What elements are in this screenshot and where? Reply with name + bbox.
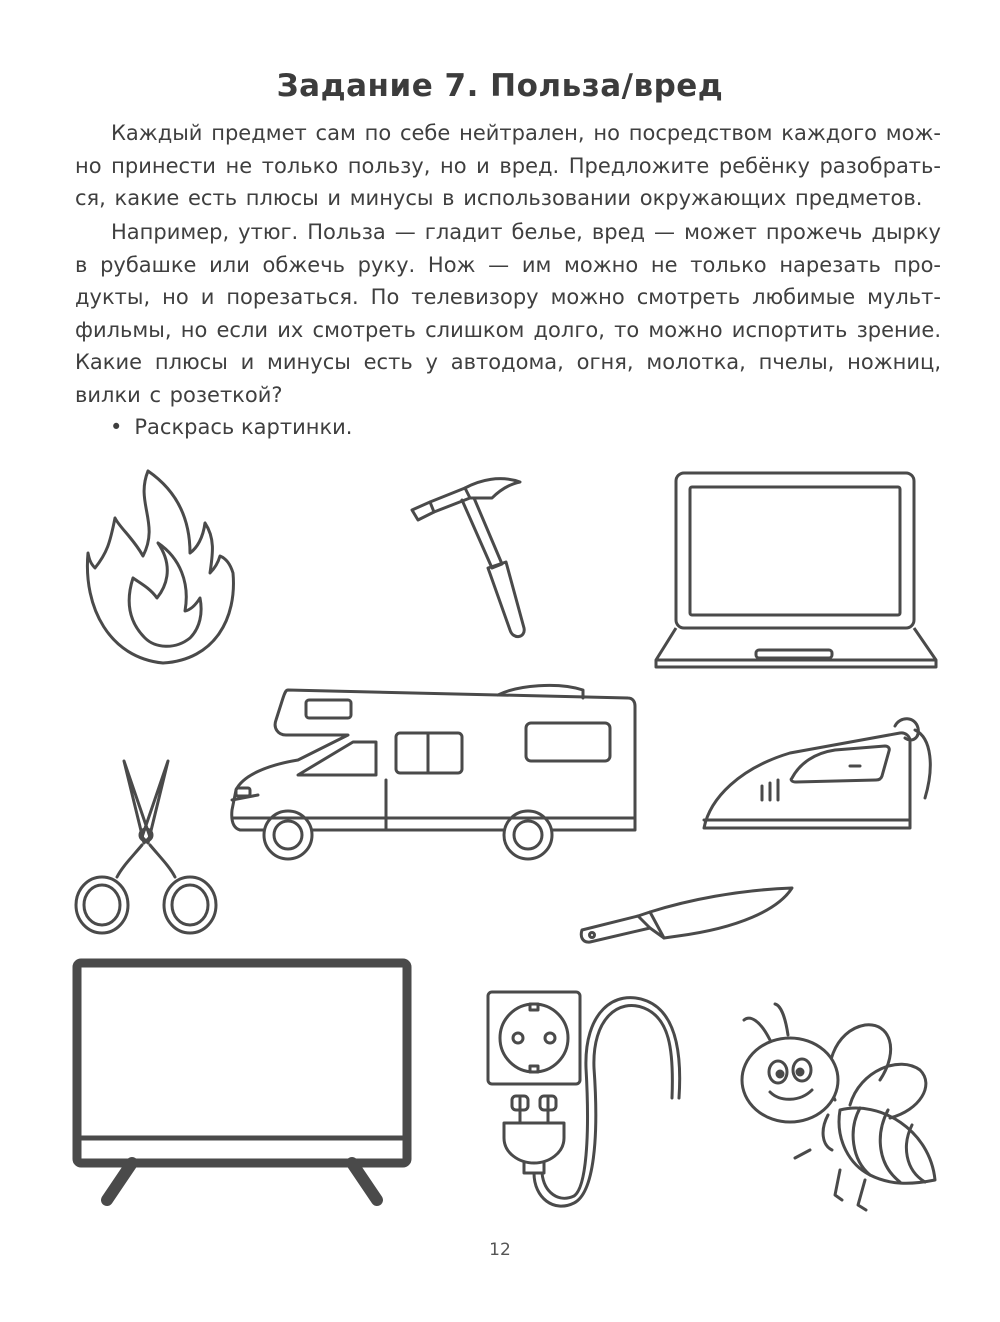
page-title: Задание 7. Польза/вред [276,68,724,104]
camper-van-icon [228,680,638,865]
example-paragraph: Например, утюг. Польза — гладит белье, вред — может прожечь дырку в рубашке или обжечь руку. Нож — им можно не только нарезать про-дукты, но и порезаться. По телевизору можно смотреть любимые мульт-фильмы, но если их смотреть слишком долго, то можно испортить зрение. Какие плюсы и минусы есть у автодома, огня, молотка, пчелы, ножниц, вилки с розеткой? [75,220,941,407]
iron-icon [700,708,940,833]
knife-icon [578,880,796,948]
task-text: Раскрась картинки. [134,415,353,439]
bullet-marker: • [110,415,123,439]
socket-plug-icon [484,988,684,1218]
laptop-icon [652,470,940,675]
page-number: 12 [489,1240,511,1260]
task-instruction [110,411,352,443]
bee-icon [740,1000,940,1215]
fire-icon [85,468,240,668]
tv-icon [72,958,412,1213]
scissors-icon [72,757,222,937]
hammer-icon [410,470,540,650]
intro-paragraph: Каждый предмет сам по себе нейтрален, но посредством каждого мож-но принести не только пользу, но и вред. Предложите ребёнку разобрать-ся, какие есть плюсы и минусы в использовании окружающих предметов. [75,121,941,211]
